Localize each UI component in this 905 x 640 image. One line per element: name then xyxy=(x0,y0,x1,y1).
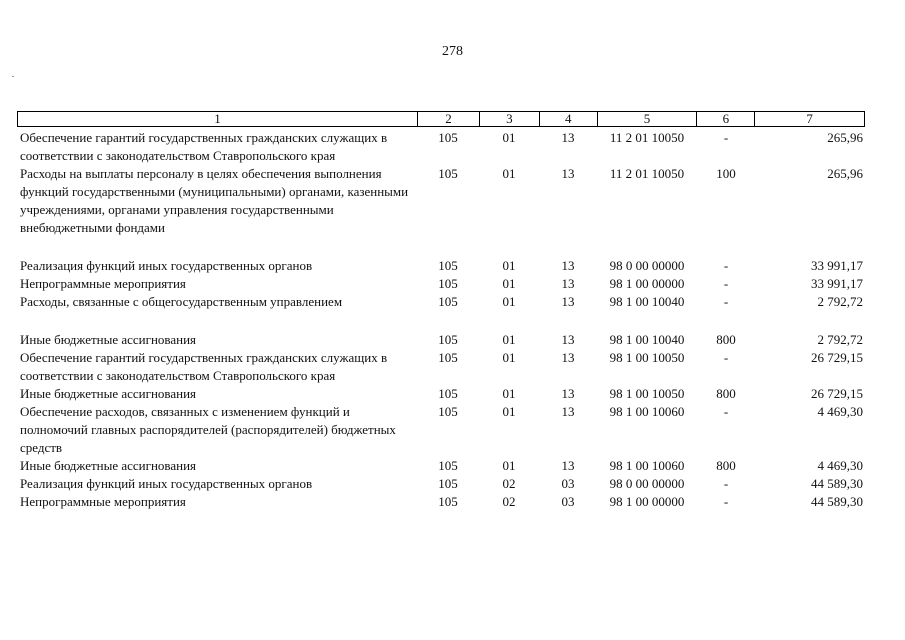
table-row xyxy=(17,349,867,385)
row-target-article: 98 1 00 10060 xyxy=(609,458,685,473)
row-code: 105 xyxy=(438,476,458,491)
table-row xyxy=(17,293,867,311)
row-amount: 265,96 xyxy=(827,166,863,181)
row-code: 105 xyxy=(438,350,458,365)
scan-speck xyxy=(12,76,14,77)
row-expense-type: - xyxy=(723,404,729,419)
row-expense-type: 100 xyxy=(716,166,736,181)
row-code: 105 xyxy=(438,386,458,401)
row-expense-type: - xyxy=(723,476,729,491)
header-col-4: 4 xyxy=(539,112,597,126)
row-name: Непрограммные мероприятия xyxy=(20,494,186,509)
row-name: Расходы, связанные с общегосударственным управлением xyxy=(20,294,343,309)
row-section: 01 xyxy=(502,350,516,365)
header-col-2: 2 xyxy=(417,112,479,126)
row-target-article: 98 1 00 10050 xyxy=(609,350,685,365)
row-subsection: 13 xyxy=(561,404,575,419)
row-code: 105 xyxy=(438,276,458,291)
row-name: Иные бюджетные ассигнования xyxy=(20,458,197,473)
row-amount: 26 729,15 xyxy=(811,350,863,365)
row-target-article: 98 1 00 00000 xyxy=(609,276,685,291)
row-amount: 26 729,15 xyxy=(811,386,863,401)
row-subsection: 13 xyxy=(561,294,575,309)
row-section: 01 xyxy=(502,276,516,291)
row-expense-type: 800 xyxy=(716,386,736,401)
row-expense-type: 800 xyxy=(716,332,736,347)
row-subsection: 13 xyxy=(561,332,575,347)
row-expense-type: 800 xyxy=(716,458,736,473)
row-name: Реализация функций иных государственных органов xyxy=(20,476,313,491)
row-section: 02 xyxy=(502,494,516,509)
row-section: 01 xyxy=(502,294,516,309)
header-col-1: 1 xyxy=(214,111,221,126)
row-name: Расходы на выплаты персоналу в целях обеспечения выполнения функций государственными (муниципальными) органами, казенными учреждениями, органами управления государственными внебюджетными фондами xyxy=(20,166,409,235)
row-subsection: 13 xyxy=(561,130,575,145)
row-amount: 2 792,72 xyxy=(817,332,863,347)
row-name: Непрограммные мероприятия xyxy=(20,276,186,291)
row-target-article: 11 2 01 10050 xyxy=(609,166,685,181)
table-row xyxy=(17,493,867,511)
row-target-article: 98 1 00 10040 xyxy=(609,294,685,309)
header-col-7: 7 xyxy=(754,112,864,126)
row-section: 01 xyxy=(502,258,516,273)
header-col-6: 6 xyxy=(696,112,754,126)
row-section: 01 xyxy=(502,404,516,419)
row-section: 01 xyxy=(502,332,516,347)
table-row xyxy=(17,275,867,293)
row-target-article: 98 1 00 00000 xyxy=(609,494,685,509)
row-amount: 33 991,17 xyxy=(811,258,863,273)
row-name: Иные бюджетные ассигнования xyxy=(20,386,197,401)
row-subsection: 13 xyxy=(561,258,575,273)
row-expense-type: - xyxy=(723,258,729,273)
row-expense-type: - xyxy=(723,294,729,309)
row-subsection: 13 xyxy=(561,458,575,473)
row-name: Реализация функций иных государственных органов xyxy=(20,258,313,273)
row-target-article: 98 1 00 10060 xyxy=(609,404,685,419)
budget-table-body xyxy=(17,129,867,511)
table-header-row xyxy=(17,111,865,127)
row-amount: 4 469,30 xyxy=(817,404,863,419)
row-amount: 44 589,30 xyxy=(811,494,863,509)
table-row xyxy=(17,403,867,457)
row-target-article: 98 0 00 00000 xyxy=(609,476,685,491)
table-row xyxy=(17,385,867,403)
row-code: 105 xyxy=(438,258,458,273)
row-target-article: 98 1 00 10040 xyxy=(609,332,685,347)
row-subsection: 13 xyxy=(561,276,575,291)
row-amount: 2 792,72 xyxy=(817,294,863,309)
row-code: 105 xyxy=(438,494,458,509)
row-code: 105 xyxy=(438,404,458,419)
row-section: 01 xyxy=(502,458,516,473)
row-code: 105 xyxy=(438,166,458,181)
row-section: 01 xyxy=(502,386,516,401)
row-name: Обеспечение расходов, связанных с изменением функций и полномочий главных распорядителей (распорядителей) бюджетных средств xyxy=(20,404,396,455)
row-subsection: 03 xyxy=(561,476,575,491)
row-subsection: 03 xyxy=(561,494,575,509)
row-target-article: 11 2 01 10050 xyxy=(609,130,685,145)
row-name: Иные бюджетные ассигнования xyxy=(20,332,197,347)
row-name: Обеспечение гарантий государственных гражданских служащих в соответствии с законодательством Ставропольского края xyxy=(20,350,388,383)
row-code: 105 xyxy=(438,332,458,347)
row-code: 105 xyxy=(438,130,458,145)
table-row xyxy=(17,475,867,493)
row-amount: 33 991,17 xyxy=(811,276,863,291)
row-subsection: 13 xyxy=(561,386,575,401)
row-section: 02 xyxy=(502,476,516,491)
table-row xyxy=(17,129,867,165)
table-row xyxy=(17,457,867,475)
row-target-article: 98 1 00 10050 xyxy=(609,386,685,401)
row-code: 105 xyxy=(438,458,458,473)
row-name: Обеспечение гарантий государственных гражданских служащих в соответствии с законодательством Ставропольского края xyxy=(20,130,388,163)
row-subsection: 13 xyxy=(561,166,575,181)
table-row xyxy=(17,257,867,275)
row-expense-type: - xyxy=(723,130,729,145)
table-row xyxy=(17,165,867,237)
row-subsection: 13 xyxy=(561,350,575,365)
row-amount: 265,96 xyxy=(827,130,863,145)
header-col-5: 5 xyxy=(597,112,697,126)
row-expense-type: - xyxy=(723,350,729,365)
row-section: 01 xyxy=(502,130,516,145)
row-section: 01 xyxy=(502,166,516,181)
header-col-3: 3 xyxy=(479,112,539,126)
row-amount: 4 469,30 xyxy=(817,458,863,473)
page-number: 278 xyxy=(442,44,463,59)
row-amount: 44 589,30 xyxy=(811,476,863,491)
row-expense-type: - xyxy=(723,494,729,509)
row-expense-type: - xyxy=(723,276,729,291)
row-target-article: 98 0 00 00000 xyxy=(609,258,685,273)
table-row xyxy=(17,331,867,349)
row-code: 105 xyxy=(438,294,458,309)
